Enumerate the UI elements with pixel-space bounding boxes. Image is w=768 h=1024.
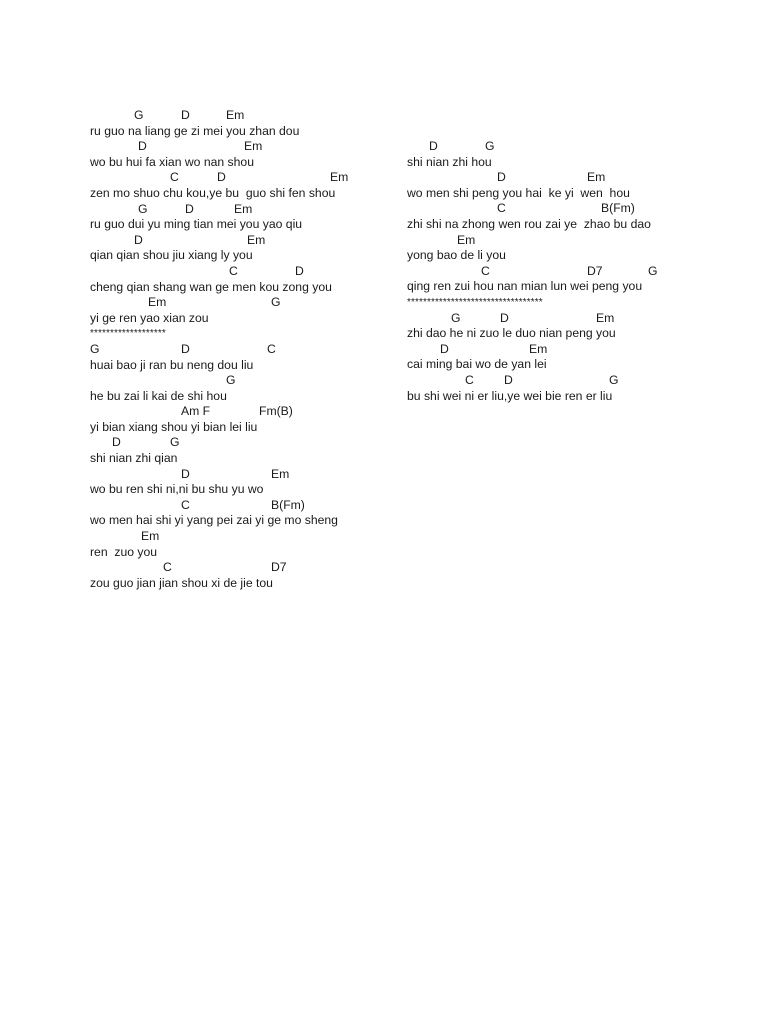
- chord-line: [407, 170, 707, 186]
- lyric-line: ru guo dui yu ming tian mei you yao qiu: [90, 217, 303, 232]
- chord-label: Fm(B): [259, 404, 293, 419]
- lyric-line: huai bao ji ran bu neng dou liu: [90, 357, 254, 372]
- chord-line: [407, 342, 707, 358]
- section-separator: **********************************: [407, 296, 543, 308]
- chord-label: Em: [244, 139, 263, 154]
- chord-line: [407, 264, 707, 280]
- chord-label: Em: [457, 232, 476, 247]
- chord-label: C: [181, 497, 190, 512]
- chord-label: Am F: [181, 404, 211, 419]
- chord-line: [90, 373, 390, 389]
- chord-label: Em: [587, 170, 606, 185]
- right-column: [407, 139, 707, 404]
- chord-label: D: [138, 139, 147, 154]
- lyric-line: yi ge ren yao xian zou: [90, 310, 209, 325]
- chord-label: G: [226, 373, 236, 388]
- lyric-line: yi bian xiang shou yi bian lei liu: [90, 419, 258, 434]
- chord-label: D: [440, 341, 449, 356]
- chord-label: G: [271, 295, 281, 310]
- chord-line: [407, 139, 707, 155]
- chord-label: D: [181, 466, 190, 481]
- chord-label: B(Fm): [601, 201, 635, 216]
- chord-line: [407, 233, 707, 249]
- chord-label: Em: [529, 341, 548, 356]
- chord-label: D: [217, 170, 226, 185]
- chord-label: D: [500, 310, 509, 325]
- chord-label: Em: [234, 201, 253, 216]
- chord-label: D7: [587, 263, 603, 278]
- chord-label: D: [504, 372, 513, 387]
- lyric-line: wo men hai shi yi yang pei zai yi ge mo sheng: [90, 513, 338, 528]
- lyric-line: cai ming bai wo de yan lei: [407, 357, 547, 372]
- chord-label: Em: [247, 232, 266, 247]
- chord-label: C: [497, 201, 506, 216]
- chord-label: C: [267, 341, 276, 356]
- chord-line: [90, 498, 390, 514]
- chord-label: C: [229, 263, 238, 278]
- chord-label: G: [609, 372, 619, 387]
- chord-label: C: [465, 372, 474, 387]
- chord-line: [90, 264, 390, 280]
- chord-label: D: [497, 170, 506, 185]
- chord-line: [90, 295, 390, 311]
- chord-line: [90, 560, 390, 576]
- lyric-line: bu shi wei ni er liu,ye wei bie ren er liu: [407, 388, 613, 403]
- chord-label: G: [170, 435, 180, 450]
- lyric-line: he bu zai li kai de shi hou: [90, 388, 227, 403]
- chord-line: [407, 373, 707, 389]
- chord-label: D: [181, 341, 190, 356]
- chord-line: [90, 529, 390, 545]
- chord-label: C: [170, 170, 179, 185]
- lyric-line: shi nian zhi hou: [407, 154, 492, 169]
- lyric-line: zen mo shuo chu kou,ye bu guo shi fen shou: [90, 185, 336, 200]
- chord-label: Em: [226, 108, 245, 122]
- chord-label: Em: [148, 295, 167, 310]
- chord-line: [407, 201, 707, 217]
- lyric-line: wo bu ren shi ni,ni bu shu yu wo: [90, 482, 264, 497]
- chord-label: D: [295, 263, 304, 278]
- chord-label: Em: [596, 310, 615, 325]
- chord-label: D: [185, 201, 194, 216]
- chord-line: [90, 202, 390, 218]
- chord-label: G: [90, 341, 100, 356]
- left-column: [90, 108, 390, 591]
- lyric-line: ren zuo you: [90, 544, 158, 559]
- chord-label: D: [112, 435, 121, 450]
- lyric-line: zhi shi na zhong wen rou zai ye zhao bu dao: [407, 216, 651, 231]
- lyric-line: ru guo na liang ge zi mei you zhan dou: [90, 123, 300, 138]
- chord-label: C: [481, 263, 490, 278]
- chord-label: B(Fm): [271, 497, 305, 512]
- section-separator: *******************: [90, 328, 166, 340]
- chord-label: G: [451, 310, 461, 325]
- chord-label: G: [648, 263, 658, 278]
- chord-label: D: [429, 139, 438, 153]
- lyric-line: cheng qian shang wan ge men kou zong you: [90, 279, 332, 294]
- chord-line: [90, 467, 390, 483]
- chord-label: C: [163, 560, 172, 575]
- lyric-line: qing ren zui hou nan mian lun wei peng you: [407, 279, 643, 294]
- chord-label: G: [134, 108, 144, 122]
- lyric-line: qian qian shou jiu xiang ly you: [90, 248, 253, 263]
- chord-label: D7: [271, 560, 287, 575]
- chord-label: D: [134, 232, 143, 247]
- chord-label: Em: [141, 529, 160, 544]
- chord-line: [407, 311, 707, 327]
- chord-label: G: [138, 201, 148, 216]
- chord-label: Em: [271, 466, 290, 481]
- chord-line: [90, 170, 390, 186]
- lyric-line: wo men shi peng you hai ke yi wen hou: [407, 185, 630, 200]
- lyric-line: wo bu hui fa xian wo nan shou: [90, 154, 254, 169]
- chord-line: [90, 342, 390, 358]
- chord-label: Em: [330, 170, 349, 185]
- chord-line: [90, 108, 390, 124]
- lyric-line: zou guo jian jian shou xi de jie tou: [90, 575, 273, 590]
- chord-label: D: [181, 108, 190, 122]
- lyric-line: zhi dao he ni zuo le duo nian peng you: [407, 326, 616, 341]
- chord-line: [90, 139, 390, 155]
- chord-line: [90, 435, 390, 451]
- lyric-line: shi nian zhi qian: [90, 451, 178, 466]
- chord-line: [90, 404, 390, 420]
- chord-line: [90, 233, 390, 249]
- lyric-line: yong bao de li you: [407, 248, 506, 263]
- chord-label: G: [485, 139, 495, 153]
